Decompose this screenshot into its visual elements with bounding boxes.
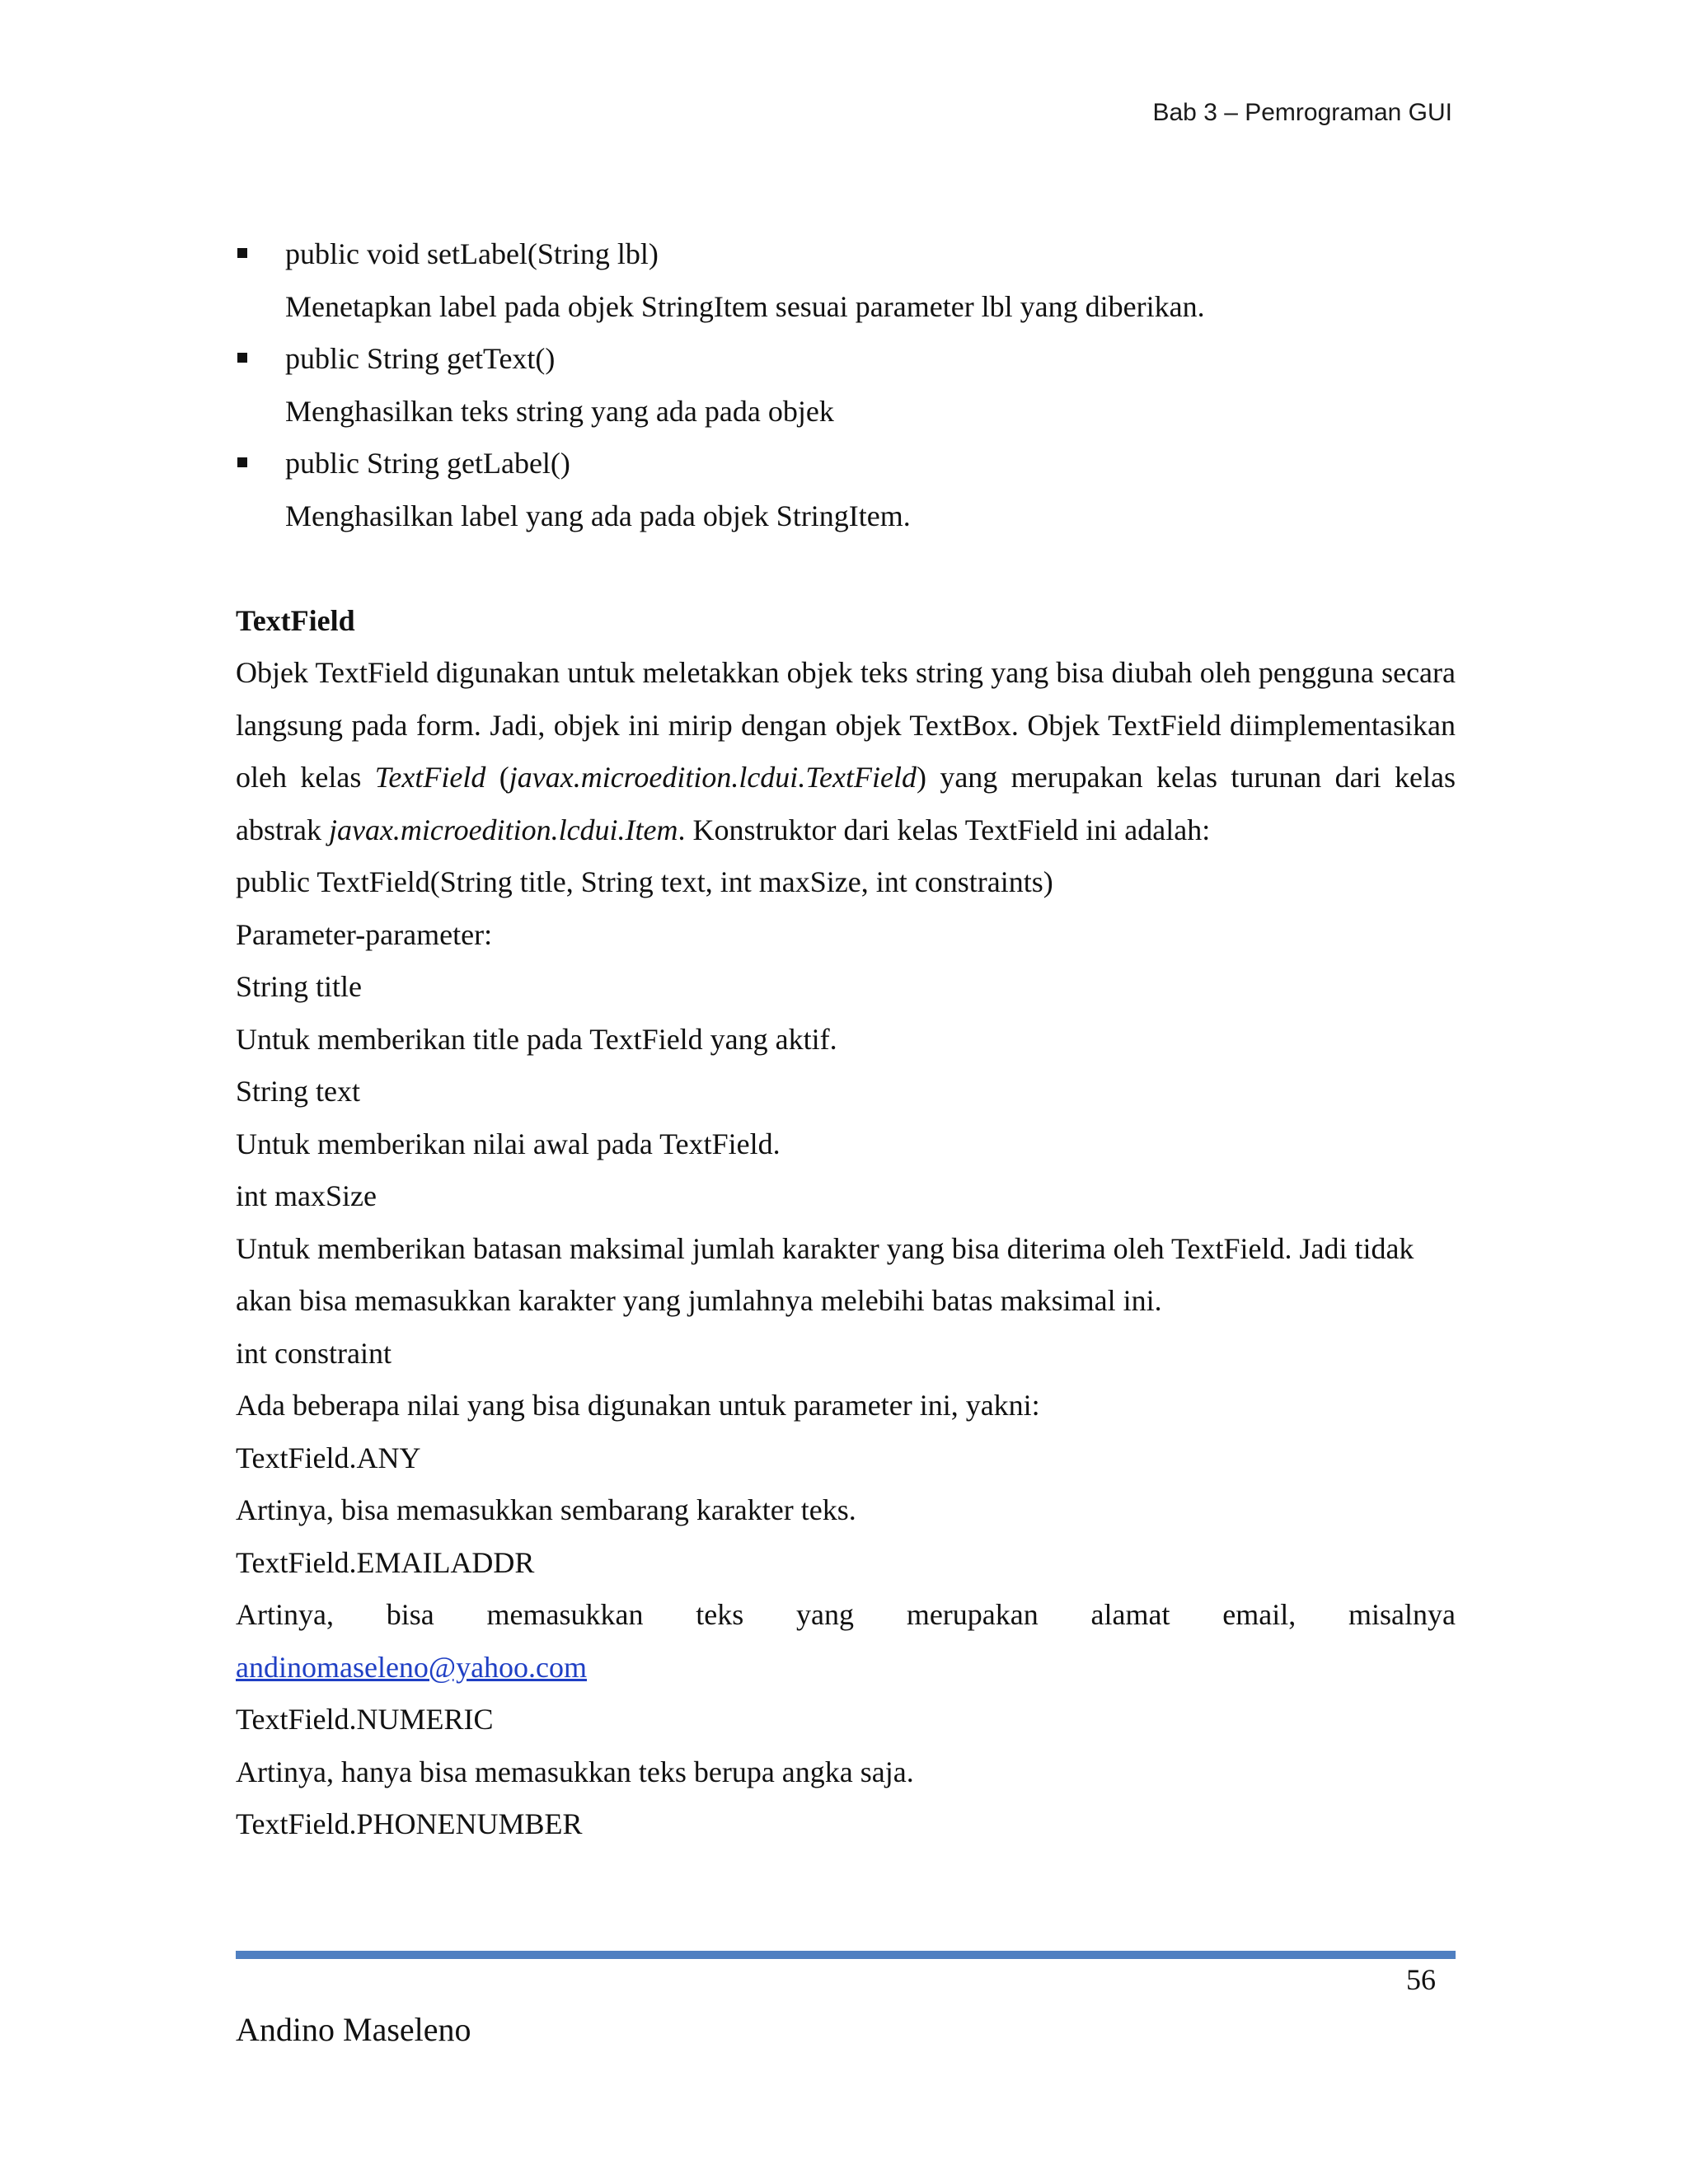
method-item — [236, 228, 1456, 281]
method-signature: public String getLabel() — [285, 447, 570, 480]
constraint-name: TextField.ANY — [236, 1441, 421, 1474]
word: yang — [796, 1598, 855, 1631]
section-heading: TextField — [236, 603, 355, 637]
chapter-header: Bab 3 – Pemrograman GUI — [1152, 99, 1452, 126]
param-description: Untuk memberikan batasan maksimal jumlah karakter yang bisa diterima oleh TextField. Jadi tidak akan bisa memasukkan karakter yang jumlahnya melebihi batas maksimal ini. — [236, 1231, 1414, 1317]
footer-divider — [236, 1951, 1456, 1959]
intro-text: ) yang merupakan kelas turunan dari kelas abstrak — [236, 761, 1456, 846]
author-name: Andino Maseleno — [236, 2011, 471, 2048]
param-name: int maxSize — [236, 1179, 377, 1212]
word: Artinya, — [236, 1598, 334, 1631]
method-item — [236, 438, 1456, 490]
intro-text: ( — [485, 761, 509, 794]
bullet-icon — [237, 457, 247, 467]
param-description: Ada beberapa nilai yang bisa digunakan untuk parameter ini, yakni: — [236, 1389, 1040, 1422]
page-number: 56 — [1406, 1963, 1436, 1996]
parameters-label: Parameter-parameter: — [236, 917, 493, 951]
constructor-signature: public TextField(String title, String text, int maxSize, int constraints) — [236, 865, 1053, 898]
word: teks — [696, 1598, 744, 1631]
email-link-line — [236, 1642, 1456, 1694]
method-description: Menghasilkan teks string yang ada pada objek — [285, 394, 834, 428]
word: alamat — [1090, 1598, 1170, 1631]
param-description: Untuk memberikan title pada TextField yang aktif. — [236, 1022, 837, 1056]
constraint-name: TextField.EMAILADDR — [236, 1545, 535, 1579]
intro-text: . Konstruktor dari kelas TextField ini adalah: — [678, 813, 1211, 846]
method-signature: public void setLabel(String lbl) — [285, 237, 659, 270]
constraint-description: Artinya, hanya bisa memasukkan teks berupa angka saja. — [236, 1755, 914, 1788]
word: merupakan — [906, 1598, 1039, 1631]
word: bisa — [386, 1598, 434, 1631]
method-signature: public String getText() — [285, 342, 556, 375]
word: email, — [1222, 1598, 1296, 1631]
constraint-description — [236, 1589, 1456, 1642]
method-description: Menghasilkan label yang ada pada objek StringItem. — [285, 499, 911, 532]
method-item — [236, 333, 1456, 386]
param-name: String text — [236, 1075, 360, 1108]
param-name: int constraint — [236, 1336, 392, 1370]
method-description: Menetapkan label pada objek StringItem sesuai parameter lbl yang diberikan. — [285, 289, 1205, 323]
word: misalnya — [1348, 1598, 1456, 1631]
intro-text: Objek TextField digunakan untuk meletakkan objek teks string yang bisa diubah oleh pengguna secara langsung pada form. Jadi, objek ini mirip dengan objek TextBox. Objek TextField diimplementasikan oleh kelas — [236, 656, 1456, 794]
email-link[interactable]: andinomaseleno@yahoo.com — [236, 1650, 588, 1684]
constraint-name: TextField.NUMERIC — [236, 1703, 494, 1736]
word: memasukkan — [486, 1598, 644, 1631]
param-name: String title — [236, 970, 362, 1003]
param-description: Untuk memberikan nilai awal pada TextField. — [236, 1127, 781, 1160]
constraint-name: TextField.PHONENUMBER — [236, 1807, 583, 1840]
intro-paragraph — [236, 647, 1456, 856]
bullet-icon — [237, 248, 247, 258]
class-name: TextField — [374, 761, 486, 794]
spacer — [236, 542, 1456, 595]
constraint-description: Artinya, bisa memasukkan sembarang karakter teks. — [236, 1493, 856, 1526]
page-content — [236, 228, 1456, 1851]
parent-class-name: javax.microedition.lcdui.Item — [328, 813, 678, 846]
bullet-icon — [237, 353, 247, 363]
class-qualified-name: javax.microedition.lcdui.TextField — [509, 761, 917, 794]
